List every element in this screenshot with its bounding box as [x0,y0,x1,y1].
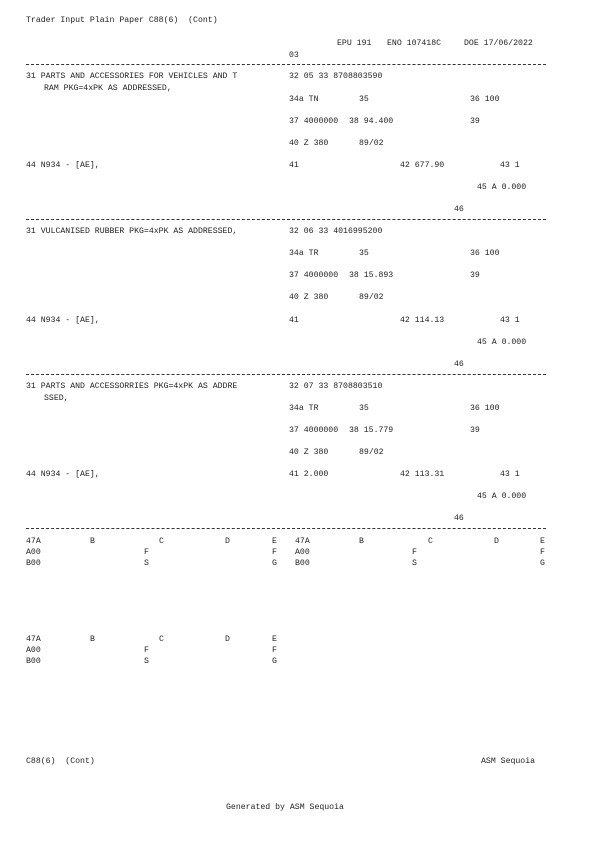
item-description-cont: RAM PKG=4xPK AS ADDRESSED, [44,84,172,93]
tax-grid-cell: F [272,548,277,557]
box-44: 44 N934 - [AE], [26,161,100,170]
box-39: 39 [470,426,480,435]
box-39: 39 [470,117,480,126]
box-35: 35 [359,404,369,413]
commodity-code: 32 06 33 4016995200 [289,227,383,236]
tax-grid-row-a00: A00 [26,646,41,655]
box-42: 42 113.31 [400,470,445,479]
box-44: 44 N934 - [AE], [26,316,100,325]
tax-grid-row-a00: A00 [295,548,310,557]
tax-grid-row-a00: A00 [26,548,41,557]
generated-by: Generated by ASM Sequoia [226,803,344,812]
box-40-ref: 89/02 [359,293,384,302]
box-43: 43 1 [500,316,520,325]
commodity-code: 32 05 33 8708803590 [289,72,383,81]
tax-grid-cell: F [144,646,149,655]
footer-brand: ASM Sequoia [481,757,536,766]
box-37: 37 4000000 [289,426,339,435]
divider [26,374,546,375]
box-36: 36 100 [470,249,500,258]
tax-grid-row-b00: B00 [295,559,310,568]
tax-grid-cell: F [272,646,277,655]
box-45: 45 A 0.000 [477,492,527,501]
tax-grid-col-e: E [272,537,277,546]
tax-grid-col-c: C [159,537,164,546]
item-description: 31 PARTS AND ACCESSORIES FOR VEHICLES AND T [26,72,238,81]
tax-grid-47a: 47A [26,537,41,546]
box-40: 40 Z 380 [289,139,329,148]
box-36: 36 100 [470,95,500,104]
box-37: 37 4000000 [289,271,339,280]
box-35: 35 [359,95,369,104]
tax-grid-cell: F [412,548,417,557]
tax-grid-col-b: B [359,537,364,546]
tax-grid-cell: G [272,657,277,666]
box-40: 40 Z 380 [289,293,329,302]
tax-grid-col-c: C [159,635,164,644]
tax-grid-47a: 47A [295,537,310,546]
tax-grid-col-d: D [225,635,230,644]
box-46: 46 [454,514,464,523]
box-40-ref: 89/02 [359,448,384,457]
box-45: 45 A 0.000 [477,183,527,192]
box-36: 36 100 [470,404,500,413]
tax-grid-col-e: E [272,635,277,644]
box-40: 40 Z 380 [289,448,329,457]
box-42: 42 114.13 [400,316,445,325]
box-46: 46 [454,205,464,214]
box-39: 39 [470,271,480,280]
box-34a: 34a TR [289,404,319,413]
box-44: 44 N934 - [AE], [26,470,100,479]
document-title: Trader Input Plain Paper C88(6) (Cont) [26,16,218,25]
divider [26,64,546,65]
divider [26,528,546,529]
box-46: 46 [454,360,464,369]
box-45: 45 A 0.000 [477,338,527,347]
doe-date: DOE 17/06/2022 [464,39,533,48]
epu-number: EPU 191 [337,39,372,48]
box-40-ref: 89/02 [359,139,384,148]
item-description-cont: SSED, [44,394,69,403]
box-38: 38 94.400 [349,117,394,126]
eno-number: ENO 107418C [387,39,442,48]
tax-grid-col-d: D [225,537,230,546]
item-description: 31 VULCANISED RUBBER PKG=4xPK AS ADDRESSED, [26,227,238,236]
box-43: 43 1 [500,470,520,479]
tax-grid-cell: F [540,548,545,557]
box-34a: 34a TN [289,95,319,104]
box-38: 38 15.893 [349,271,394,280]
tax-grid-cell: G [540,559,545,568]
tax-grid-col-d: D [494,537,499,546]
tax-grid-col-b: B [90,537,95,546]
box-41: 41 2.000 [289,470,329,479]
box-41: 41 [289,316,299,325]
box-34a: 34a TR [289,249,319,258]
box-42: 42 677.90 [400,161,445,170]
tax-grid-col-c: C [428,537,433,546]
tax-grid-row-b00: B00 [26,559,41,568]
box-41: 41 [289,161,299,170]
tax-grid-47a: 47A [26,635,41,644]
box-37: 37 4000000 [289,117,339,126]
tax-grid-row-b00: B00 [26,657,41,666]
tax-grid-cell: G [272,559,277,568]
tax-grid-cell: S [144,657,149,666]
tax-grid-cell: F [144,548,149,557]
box-43: 43 1 [500,161,520,170]
tax-grid-col-b: B [90,635,95,644]
divider [26,219,546,220]
tax-grid-cell: S [412,559,417,568]
tax-grid-cell: S [144,559,149,568]
box-38: 38 15.779 [349,426,394,435]
footer-form-ref: C88(6) (Cont) [26,757,95,766]
item-description: 31 PARTS AND ACCESSORRIES PKG=4xPK AS ADDRE [26,382,238,391]
tax-grid-col-e: E [540,537,545,546]
box-35: 35 [359,249,369,258]
commodity-code: 32 07 33 8708803510 [289,382,383,391]
header-code: 03 [289,51,299,60]
